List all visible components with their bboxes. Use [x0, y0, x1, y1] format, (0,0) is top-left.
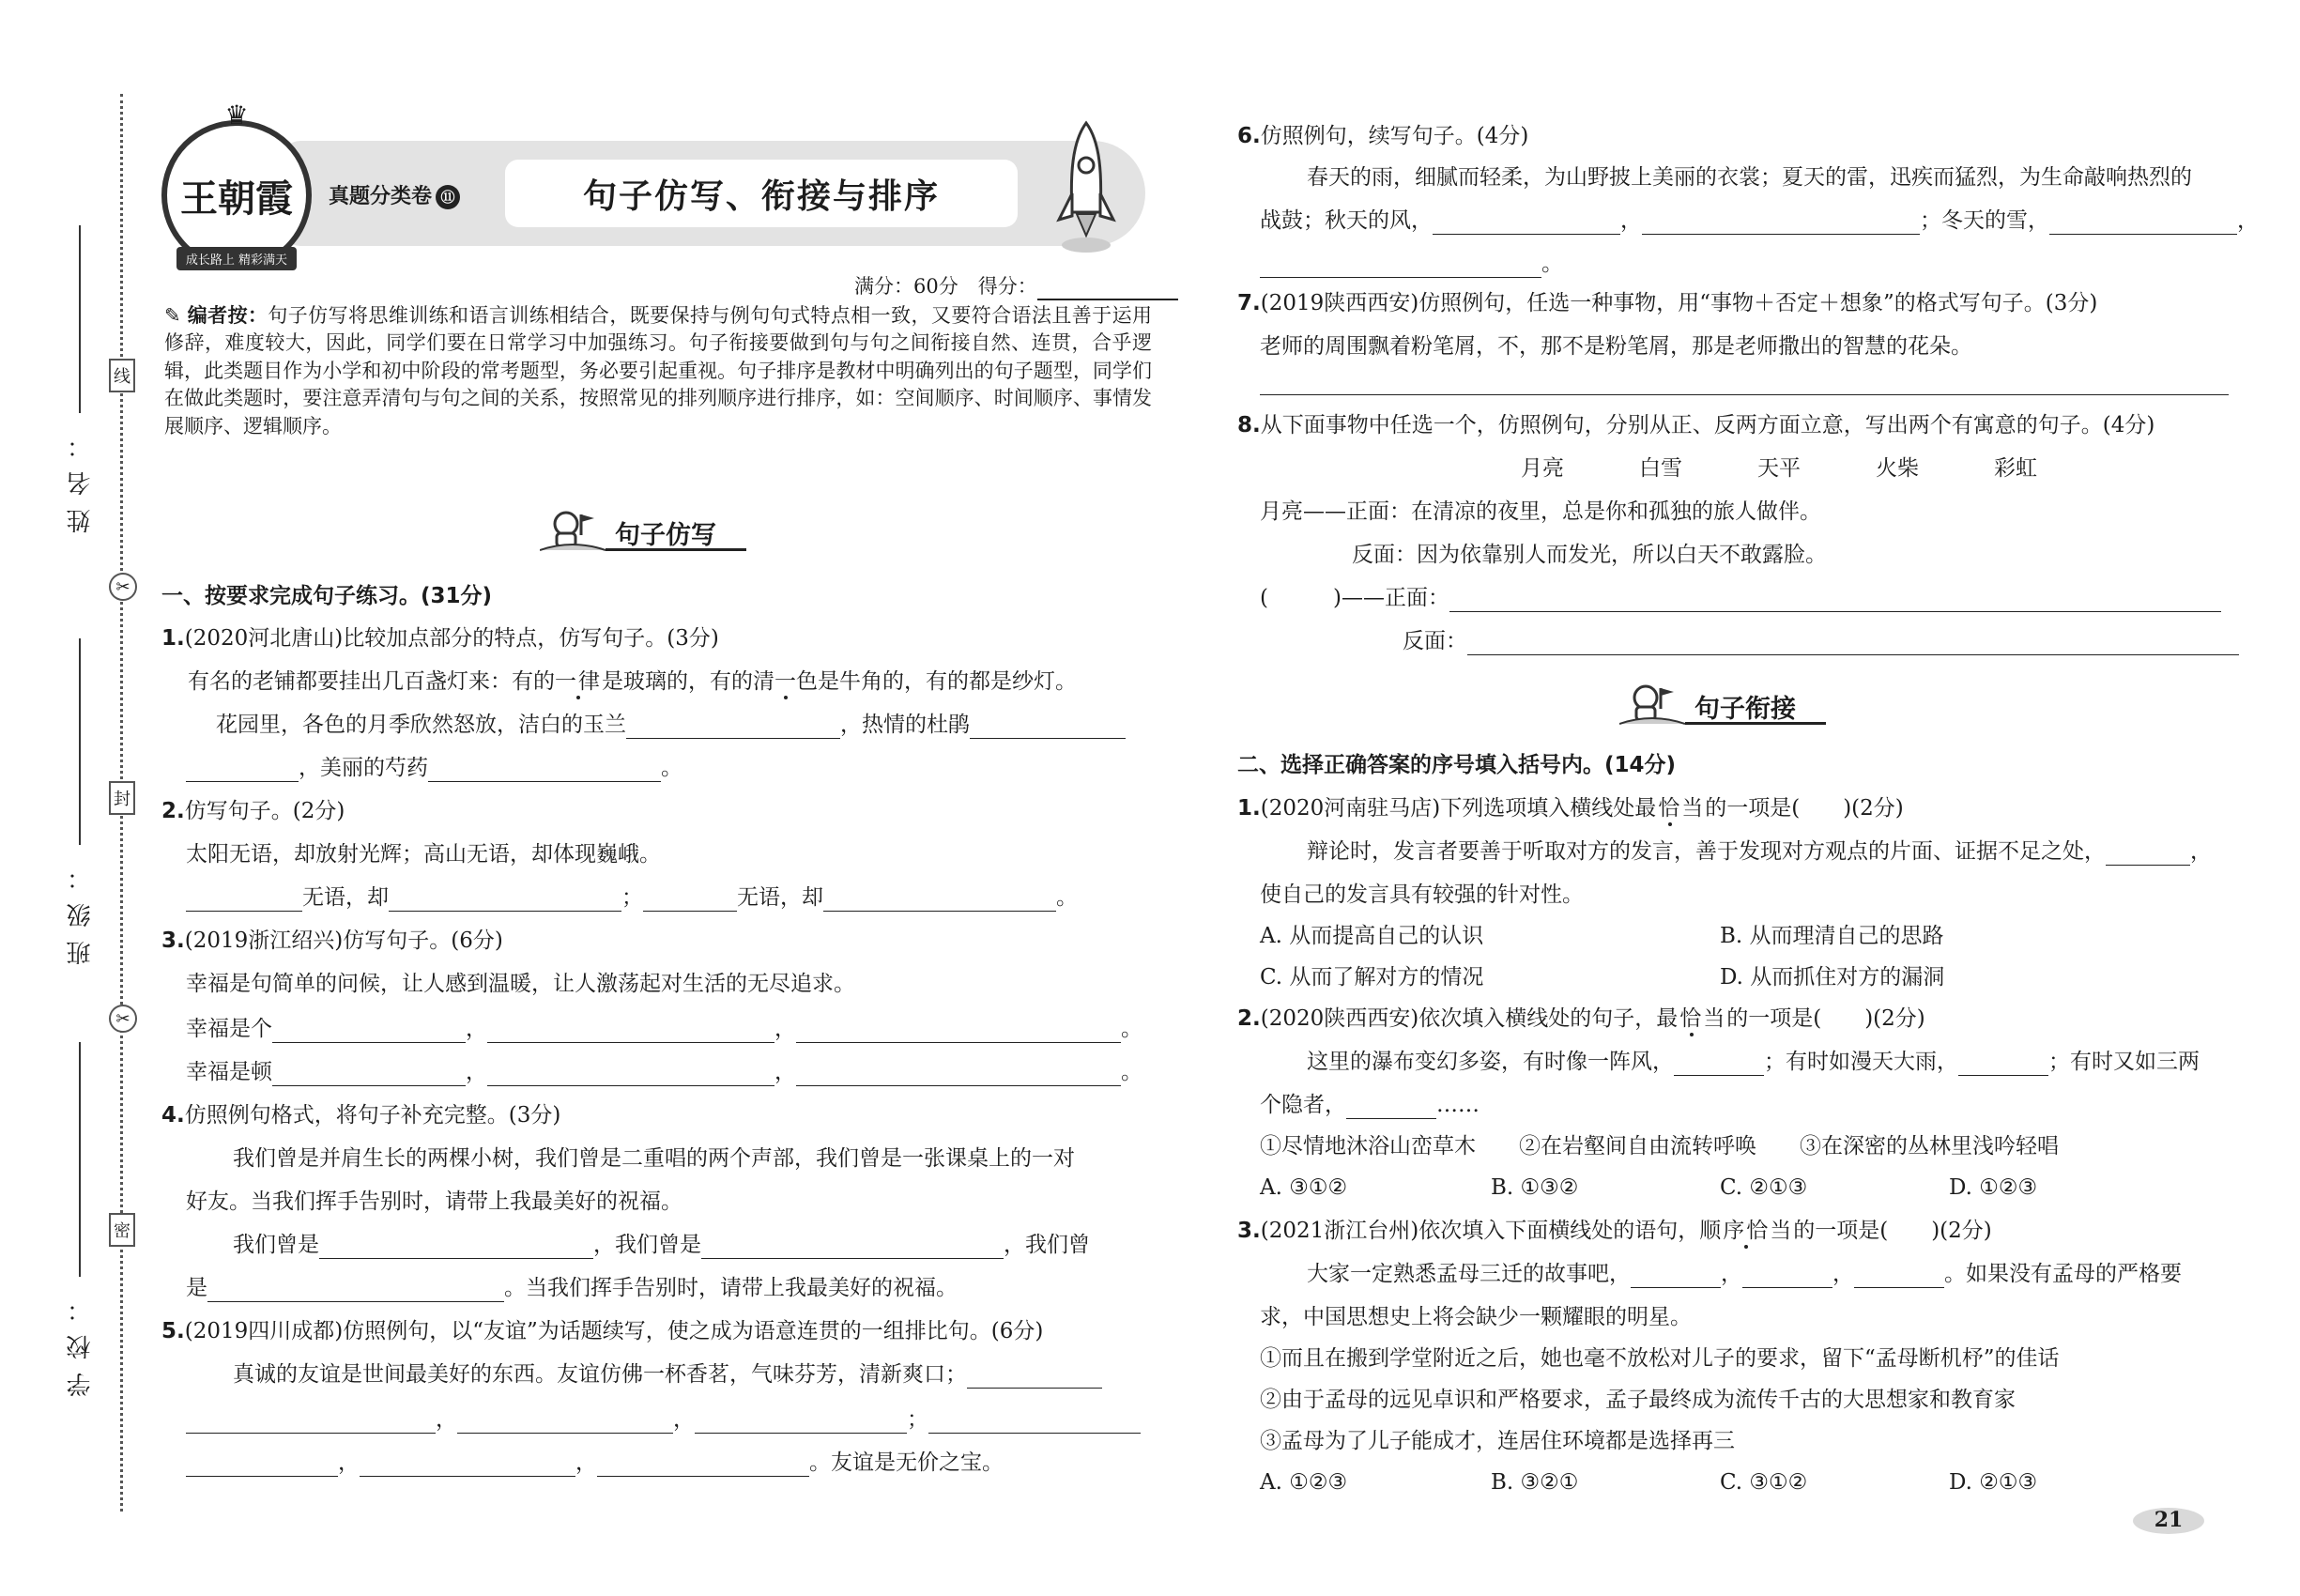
note-icon: ✎ — [164, 304, 181, 327]
section-title-connection: 句子衔接 — [1694, 695, 1796, 724]
answer-blank[interactable] — [186, 760, 299, 782]
series-label: 真题分类卷 ⑪ — [329, 180, 460, 209]
q7-stem: 7.(2019陕西西安)仿照例句，任选一种事物，用“事物＋否定＋想象”的格式写句子。(3分) — [1237, 291, 2098, 315]
p2-q2-option-c[interactable]: C. ②①③ — [1720, 1175, 1808, 1200]
answer-blank[interactable] — [1674, 1054, 1764, 1076]
p2-q2-stem: 2.(2020陕西西安)依次填入横线处的句子，最恰当的一项是( )(2分) — [1237, 1006, 1925, 1031]
q1-example: 有名的老铺都要挂出几百盏灯来：有的一律是玻璃的，有的清一色是牛角的，有的都是纱灯。 — [188, 669, 1077, 694]
q1-line3: ，美丽的芍药 。 — [186, 754, 682, 782]
q8-item: 天平 — [1757, 456, 1801, 481]
p2-q3-stem: 3.(2021浙江台州)依次填入下面横线处的语句，顺序恰当的一项是( )(2分) — [1237, 1219, 1992, 1243]
page-title: 句子仿写、衔接与排序 — [505, 160, 1018, 227]
p2-q2-choices: ①尽情地沐浴山峦草木 ②在岩壑间自由流转呼唤 ③在深密的丛林里浅吟轻唱 — [1260, 1134, 2059, 1159]
scissor-icon: ✂ — [109, 573, 137, 601]
p2-q3-option-d[interactable]: D. ②①③ — [1949, 1470, 2038, 1495]
q8-item: 火柴 — [1876, 456, 1919, 481]
answer-blank[interactable] — [2049, 213, 2237, 235]
answer-blank[interactable] — [1958, 1054, 2048, 1076]
answer-blank[interactable] — [186, 890, 302, 912]
p2-q2-passage-line2: 个隐者， …… — [1260, 1093, 1480, 1117]
p2-q3-option-c[interactable]: C. ③①② — [1720, 1470, 1808, 1495]
q8-stem: 8.从下面事物中任选一个，仿照例句，分别从正、反两方面立意，写出两个有寓意的句子。(4分) — [1237, 413, 2155, 437]
answer-blank[interactable] — [360, 1455, 575, 1477]
q8-item: 白雪 — [1639, 456, 1682, 481]
answer-blank[interactable] — [1854, 1266, 1944, 1288]
editor-note-label: 编者按： — [187, 304, 268, 327]
page-number-badge — [2131, 1504, 2206, 1538]
p2-q1-passage-line1: 辩论时，发言者要善于听取对方的发言，善于发现对方观点的片面、证据不足之处， ， — [1307, 839, 2212, 864]
section-title-imitation: 句子仿写 — [615, 521, 716, 550]
q8-items — [1521, 454, 2037, 483]
p2-q3-passage-line1: 大家一定熟悉孟母三迁的故事吧， ， ， 。如果没有孟母的严格要 — [1307, 1262, 2182, 1286]
answer-blank[interactable] — [597, 1455, 809, 1477]
p2-q3-option-a[interactable]: A. ①②③ — [1260, 1470, 1348, 1495]
logo-slogan: 成长路上 精彩满天 — [176, 247, 297, 270]
answer-blank[interactable] — [967, 1367, 1102, 1389]
page-number: 21 — [2154, 1508, 2184, 1532]
q8-item: 彩虹 — [1994, 456, 2037, 481]
q4-example-line2: 好友。当我们挥手告别时，请带上我最美好的祝福。 — [186, 1189, 682, 1214]
p2-q3-option-b[interactable]: B. ③②① — [1491, 1470, 1579, 1495]
answer-blank[interactable] — [823, 890, 1056, 912]
p2-q3-choice-2: ②由于孟母的远见卓识和严格要求，孟子最终成为流传千古的大思想家和教育家 — [1260, 1388, 2016, 1412]
q8-item: 月亮 — [1521, 456, 1564, 481]
p2-q3-passage-line2: 求，中国思想史上将会缺少一颗耀眼的明星。 — [1260, 1305, 1692, 1329]
answer-blank[interactable] — [1642, 213, 1920, 235]
p2-q3-choice-1: ①而且在搬到学堂附近之后，她也毫不放松对儿子的要求，留下“孟母断机杼”的佳话 — [1260, 1346, 2060, 1371]
answer-blank[interactable] — [272, 1021, 466, 1043]
q6-example-line1: 春天的雨，细腻而轻柔，为山野披上美丽的衣裳；夏天的雷，迅疾而猛烈，为生命敲响热烈的 — [1307, 165, 2192, 190]
q3-line1: 幸福是个 ， ， 。 — [186, 1017, 1142, 1041]
p2-q2-option-a[interactable]: A. ③①② — [1260, 1175, 1348, 1200]
p2-q3-choice-3: ③孟母为了儿子能成才，连居住环境都是选择再三 — [1260, 1429, 1735, 1453]
series-number: ⑪ — [436, 185, 460, 209]
q8-example-negative: 反面：因为依靠别人而发光，所以白天不敢露脸。 — [1352, 543, 1827, 567]
q2-example: 太阳无语，却放射光辉；高山无语，却体现巍峨。 — [186, 842, 661, 867]
q4-stem: 4.仿照例句格式，将句子补充完整。(3分) — [161, 1103, 561, 1128]
name-label: 姓名： — [66, 421, 95, 533]
answer-blank[interactable] — [2106, 844, 2190, 866]
q1-stem: 1.(2020河北唐山)比较加点部分的特点，仿写句子。(3分) — [161, 626, 719, 651]
q2-stem: 2.仿写句子。(2分) — [161, 799, 345, 823]
answer-blank[interactable] — [272, 1065, 466, 1086]
logo-name: 王朝霞 — [180, 176, 293, 221]
part1-heading: 一、按要求完成句子练习。(31分) — [161, 584, 493, 608]
answer-blank[interactable] — [428, 760, 661, 782]
answer-blank[interactable] — [796, 1065, 1121, 1086]
answer-blank[interactable] — [695, 1412, 907, 1434]
answer-blank[interactable] — [1467, 634, 2239, 655]
answer-blank[interactable] — [643, 890, 737, 912]
q6-stem: 6.仿照例句，续写句子。(4分) — [1237, 124, 1529, 148]
name-field[interactable] — [66, 225, 94, 533]
crown-icon: ♛ — [224, 100, 249, 130]
dotted-word: 最恰当 — [1656, 1006, 1727, 1031]
answer-blank[interactable] — [1631, 1266, 1721, 1288]
rocket-icon — [1053, 118, 1119, 259]
q4-answer-line1: 我们曾是 ，我们曾是 ，我们曾 — [233, 1233, 1090, 1257]
answer-blank[interactable] — [1260, 256, 1541, 278]
answer-blank[interactable] — [1433, 213, 1620, 235]
q5-line3: ， ， 。友谊是无价之宝。 — [186, 1449, 1004, 1477]
q3-example: 幸福是句简单的问候，让人感到温暖，让人激荡起对生活的无尽追求。 — [186, 972, 855, 996]
section-badge-connection — [1619, 681, 1845, 728]
answer-blank[interactable] — [319, 1237, 593, 1259]
answer-blank[interactable] — [1346, 1097, 1436, 1119]
answer-blank[interactable] — [1449, 591, 2221, 612]
answer-blank[interactable] — [207, 1281, 504, 1302]
dotted-word: 顺序恰当 — [1699, 1219, 1794, 1243]
p2-q1-option-d[interactable]: D. 从而抓住对方的漏洞 — [1720, 965, 1945, 990]
p2-q1-option-a[interactable]: A. 从而提高自己的认识 — [1260, 924, 1484, 948]
title-banner — [282, 141, 1145, 246]
scissor-icon: ✂ — [109, 1005, 137, 1033]
q1-line2: 花园里，各色的月季欣然怒放，洁白的玉兰 ，热情的杜鹃 — [216, 711, 1126, 739]
binding-tag-dense: 密 — [109, 1213, 135, 1247]
binding-tag-line: 线 — [109, 359, 135, 392]
p2-q1-option-b[interactable]: B. 从而理清自己的思路 — [1720, 924, 1944, 948]
q3-stem: 3.(2019浙江绍兴)仿写句子。(6分) — [161, 928, 503, 953]
q3-line2: 幸福是顿 ， ， 。 — [186, 1060, 1142, 1084]
school-field[interactable] — [66, 1042, 94, 1397]
answer-blank[interactable] — [1742, 1266, 1832, 1288]
answer-blank[interactable] — [389, 890, 621, 912]
p2-q2-passage-line1: 这里的瀑布变幻多姿，有时像一阵风， ；有时如漫天大雨， ；有时又如三两 — [1307, 1050, 2200, 1074]
q2-answer-line: 无语，却 ； 无语，却 。 — [186, 883, 1078, 912]
q7-example: 老师的周围飘着粉笔屑，不，那不是粉笔屑，那是老师撒出的智慧的花朵。 — [1260, 334, 1972, 359]
p2-q1-stem: 1.(2020河南驻马店)下列选项填入横线处最恰当的一项是( )(2分) — [1237, 796, 1904, 821]
class-label: 班级： — [66, 852, 95, 965]
p2-q1-passage-line2: 使自己的发言具有较强的针对性。 — [1260, 882, 1584, 907]
answer-blank[interactable] — [970, 717, 1126, 739]
answer-blank[interactable] — [487, 1021, 774, 1043]
answer-blank[interactable] — [457, 1412, 673, 1434]
answer-line[interactable] — [1260, 394, 2229, 395]
binding-strip — [0, 0, 131, 1596]
answer-blank[interactable] — [701, 1237, 1004, 1259]
answer-blank[interactable] — [626, 717, 840, 739]
binding-tag-seal: 封 — [109, 781, 135, 815]
q8-example-positive: 月亮——正面：在清凉的夜里，总是你和孤独的旅人做伴。 — [1260, 499, 1821, 524]
p2-q2-option-d[interactable]: D. ①②③ — [1949, 1175, 2038, 1200]
q6-example-line2: 战鼓；秋天的风， ， ；冬天的雪， ， — [1260, 208, 2259, 233]
q8-answer-positive: ( )——正面： — [1260, 584, 2221, 612]
q6-example-line3: 。 — [1260, 250, 1563, 278]
q5-stem: 5.(2019四川成都)仿照例句，以“友谊”为话题续写，使之成为语意连贯的一组排比句。(6分) — [161, 1319, 1044, 1343]
p2-q2-option-b[interactable]: B. ①③② — [1491, 1175, 1579, 1200]
answer-blank[interactable] — [186, 1455, 338, 1477]
astronaut-icon — [540, 507, 606, 554]
brand-logo — [161, 100, 312, 270]
score-line: 满分：60分 得分： — [854, 272, 1178, 300]
dotted-word: 最恰当 — [1634, 796, 1706, 821]
astronaut-icon — [1619, 681, 1685, 728]
q8-answer-negative: 反面： — [1403, 627, 2239, 655]
section-badge-imitation — [540, 507, 765, 554]
q5-line2: ， ， ； — [186, 1405, 1141, 1434]
class-field[interactable] — [66, 638, 94, 965]
part2-heading: 二、选择正确答案的序号填入括号内。(14分) — [1237, 753, 1677, 777]
dotted-word: 一律 — [555, 669, 602, 694]
answer-blank[interactable] — [186, 1412, 436, 1434]
answer-blank[interactable] — [796, 1021, 1121, 1043]
score-blank[interactable] — [1037, 280, 1178, 300]
dotted-word: 清一色 — [753, 669, 818, 694]
q4-answer-line2: 是 。当我们挥手告别时，请带上我最美好的祝福。 — [186, 1276, 958, 1300]
q5-example: 真诚的友谊是世间最美好的东西。友谊仿佛一杯香茗，气味芬芳，清新爽口； — [233, 1360, 1102, 1389]
editor-note-text: 句子仿写将思维训练和语言训练相结合，既要保持与例句句式特点相一致，又要符合语法且善于运用修辞，难度较大，因此，同学们要在日常学习中加强练习。句子衔接要做到句与句之间衔接自然、连贯，合乎逻辑，此类题目作为小学和初中阶段的常考题型，务必要引起重视。句子排序是教材中明确列出的句子题型，同学们在做此类题时，要注意弄清句与句之间的关系，按照常见的排列顺序进行排序，如：空间顺序、时间顺序、事情发展顺序、逻辑顺序。 — [164, 304, 1153, 437]
answer-blank[interactable] — [487, 1065, 774, 1086]
school-label: 学校： — [66, 1284, 95, 1397]
answer-blank[interactable] — [928, 1412, 1141, 1434]
q4-example-line1: 我们曾是并肩生长的两棵小树，我们曾是二重唱的两个声部，我们曾是一张课桌上的一对 — [233, 1146, 1075, 1171]
p2-q1-option-c[interactable]: C. 从而了解对方的情况 — [1260, 965, 1484, 990]
editor-note — [164, 302, 1152, 440]
